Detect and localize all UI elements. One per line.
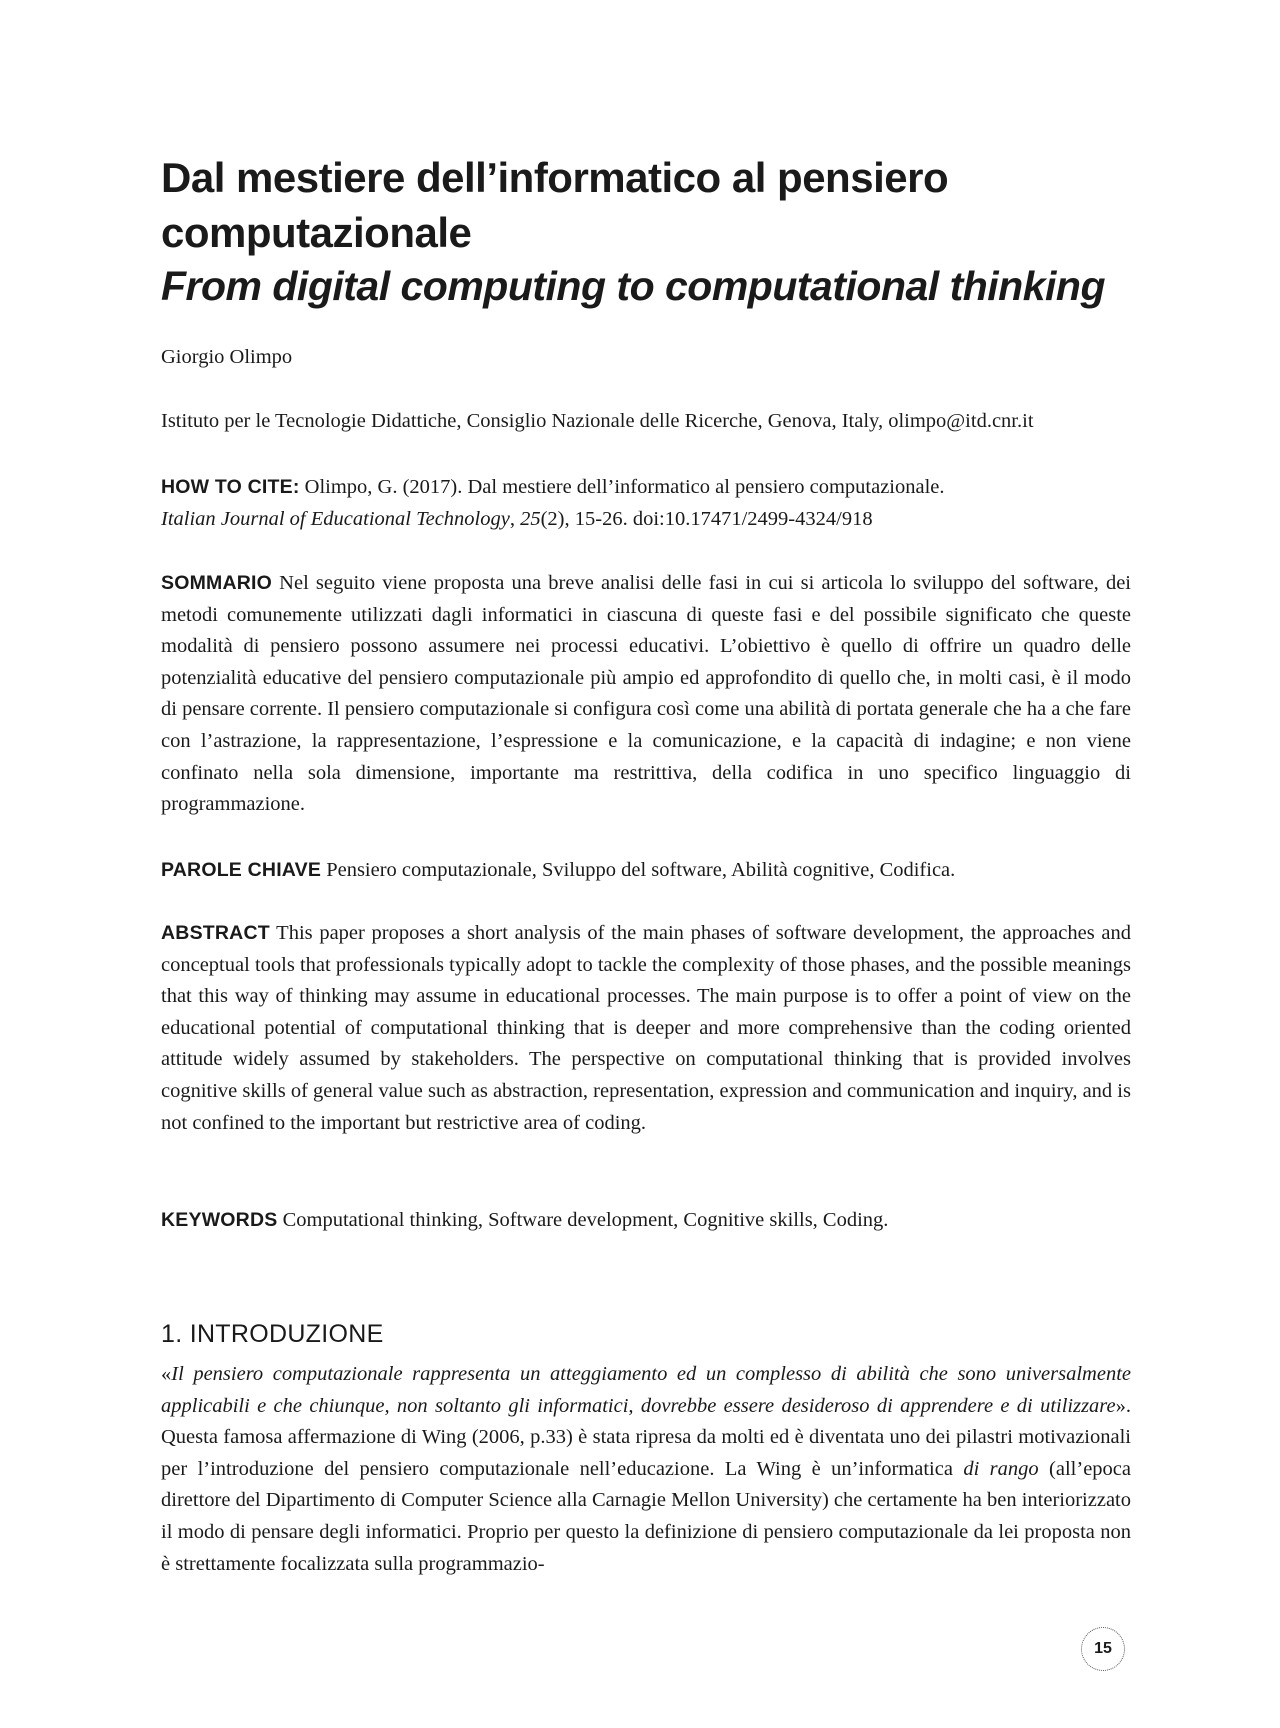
title-line-2: computazionale [161,209,472,256]
cite-sep: , [509,507,521,530]
sommario-label: SOMMARIO [161,572,273,594]
parole-chiave-label: PAROLE CHIAVE [161,859,322,881]
abstract-text: This paper proposes a short analysis of the main phases of software development, the approaches and conceptual tools that professionals typically adopt to tackle the complexity of those phases, and the possible meanings that this way of thinking may assume in educational processes. The main purpose is to offer a point of view on the educational potential of computational thinking that is deeper and more comprehensive than the coding oriented attitude widely assumed by stakeholders. The perspective on computational thinking that is provided involves cognitive skills of general value such as abstraction, representation, expression and communication and inquiry, and is not confined to the important but restrictive area of coding. [161,922,1131,1134]
cite-volume: 25 [520,507,541,530]
wing-quote: Il pensiero computazionale rappresenta un atteggiamento ed un complesso di abilità che sono universalmente applicabili e che chiunque, non soltanto gli informatici, dovrebbe essere desideroso di apprendere e di utilizzare [161,1363,1131,1417]
parole-chiave-paragraph [161,855,1131,887]
cite-rest: (2), 15-26. doi:10.17471/2499-4324/918 [540,507,873,530]
title-line-1: Dal mestiere dell’informatico al pensiero [161,154,949,201]
parole-chiave-text: Pensiero computazionale, Sviluppo del software, Abilità cognitive, Codifica. [321,859,956,881]
intro-text-a: ». Questa famosa affermazione di Wing (2006, p.33) è stata ripresa da molti ed è diventata uno dei pilastri motivazionali per l’introduzione del pensiero computazionale nell’educazione. La Wing è un’informatica [161,1394,1131,1480]
how-to-cite [161,472,1141,535]
page-number-badge: 15 [1081,1627,1125,1671]
author-affiliation: Istituto per le Tecnologie Didattiche, Consiglio Nazionale delle Ricerche, Genova, Italy, olimpo@itd.cnr.it [161,410,1034,432]
intro-italic-rango: di rango [963,1457,1039,1480]
cite-journal: Italian Journal of Educational Technology [161,507,510,530]
abstract-paragraph [161,918,1131,1139]
keywords-text: Computational thinking, Software development, Cognitive skills, Coding. [277,1209,889,1231]
keywords-label: KEYWORDS [161,1209,278,1231]
article-title-english: From digital computing to computational thinking [161,263,1105,309]
author-name: Giorgio Olimpo [161,346,293,368]
abstract-label: ABSTRACT [161,922,270,944]
intro-text-c: (all’epoca direttore del Dipartimento di Computer Science alla Carnagie Mellon University) che certamente ha ben interiorizzato il modo di pensare degli informatici. Proprio per questo la definizione di pensiero computazionale da lei proposta non è strettamente focalizzata sulla programmazio- [161,1457,1131,1575]
cite-line-1: Olimpo, G. (2017). Dal mestiere dell’informatico al pensiero computazionale. [299,476,945,498]
introduzione-paragraph [161,1359,1131,1580]
sommario-paragraph [161,568,1131,821]
sommario-text: Nel seguito viene proposta una breve analisi delle fasi in cui si articola lo sviluppo del software, dei metodi comunemente utilizzati dagli informatici in ciascuna di queste fasi e del possibile significato che queste modalità di pensiero possono assumere nei processi educativi. L’obiettivo è quello di offrire un quadro delle potenzialità educative del pensiero computazionale più ampio ed approfondito di quello che, in molti casi, è il modo di pensare corrente. Il pensiero computazionale si configura così come una abilità di portata generale che ha a che fare con l’astrazione, la rappresentazione, l’espressione e la comunicazione, e la capacità di indagine; e non viene confinato nella sola dimensione, importante ma restrittiva, della codifica in uno specifico linguaggio di programmazione. [161,572,1131,816]
keywords-paragraph [161,1205,1131,1237]
article-title-italian [161,150,1131,260]
quote-open: « [161,1363,172,1385]
cite-label: HOW TO CITE: [161,476,300,498]
section-heading-introduzione: 1. INTRODUZIONE [161,1320,384,1348]
